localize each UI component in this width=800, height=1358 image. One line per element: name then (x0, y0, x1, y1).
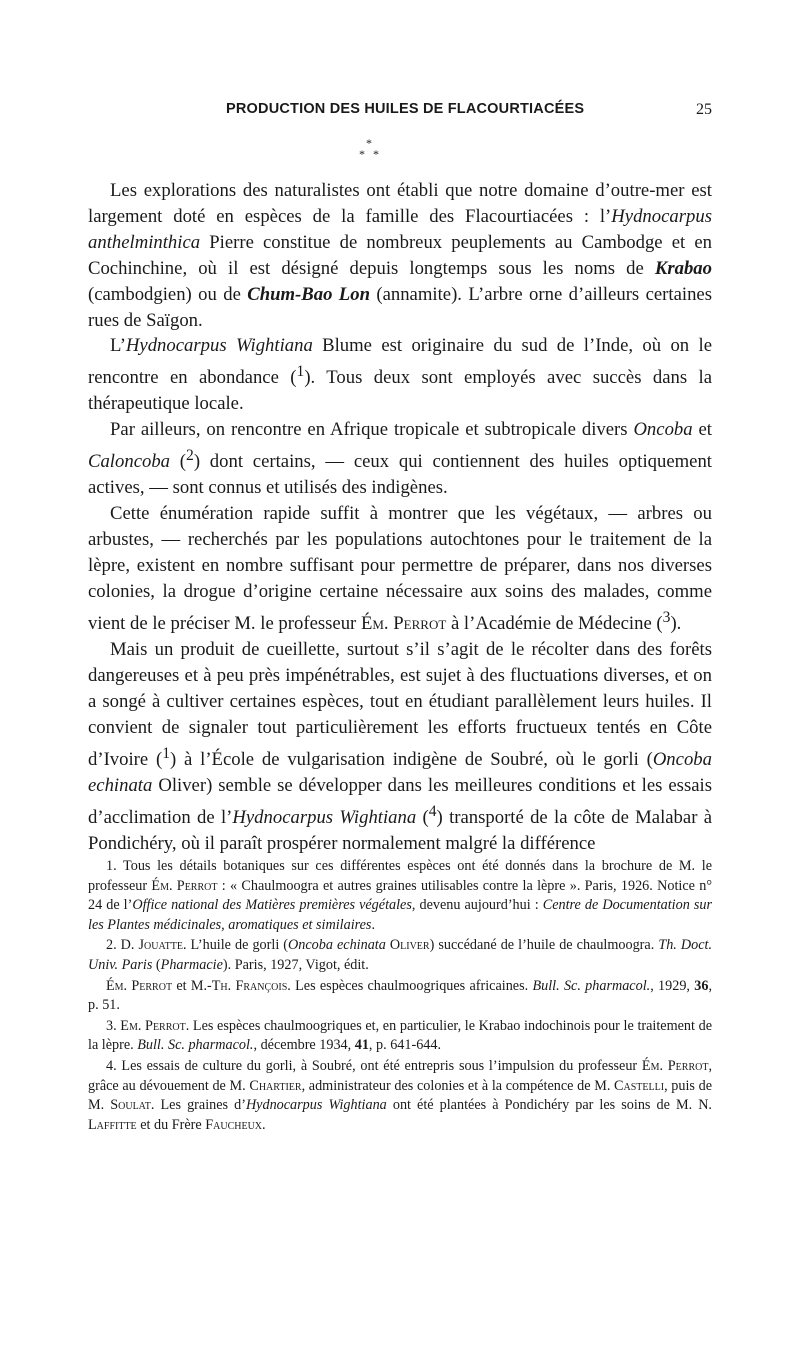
text-run: . Les graines d’ (150, 1097, 246, 1114)
text-run: ). Tous deux sont employés avec succès dans la thérapeutique locale. (88, 367, 713, 415)
author-name: Chartier (249, 1077, 302, 1094)
page-number: 25 (696, 101, 712, 118)
text-run: ). Paris, 1927, Vigot, édit. (222, 956, 369, 973)
species-name: Oncoba echinata (288, 937, 386, 954)
species-name: Oncoba echinata (88, 748, 712, 796)
footnote-ref: 1 (296, 363, 305, 381)
author-name: Soulat (110, 1097, 151, 1114)
publication-title: Office national des Matières premières végétales (132, 897, 412, 914)
author-name: Laffitte (88, 1116, 137, 1133)
volume-number: 41 (354, 1037, 369, 1054)
author-name: Faucheux (205, 1116, 263, 1133)
text-run: ) dont certains, — ceux qui contiennent des huiles optiquement actives, — sont connus et utilisés des indigènes. (88, 451, 712, 499)
author-name: Jouatte (138, 937, 183, 954)
text-run: Blume est originaire du sud de l’Inde, où on le rencontre en abondance ( (88, 335, 712, 389)
journal-title: Bull. Sc. pharmacol. (532, 977, 651, 994)
text-run: , devenu aujourd’hui : (411, 897, 543, 914)
text-run: . Les espèces chaulmoogriques africaines. (287, 977, 533, 994)
text-run: 2. D. (106, 937, 139, 954)
footnote (88, 977, 712, 1016)
author-name: Castelli (614, 1077, 665, 1094)
author-name: Ém. Perrot (106, 977, 173, 994)
text-run: L’ (110, 335, 126, 357)
genus-name: Caloncoba (88, 451, 171, 473)
genus-name: Oncoba (633, 419, 693, 441)
volume-number: 36 (694, 977, 709, 994)
footnote-ref: 2 (186, 447, 194, 465)
footnote (88, 1057, 712, 1135)
text-run: et M.- (172, 977, 212, 994)
text-run: Mais un produit de cueillette, surtout s’il s’agit de le récolter dans des forêts dangereuses et à peu près impénétrables, est sujet à des fluctuations diverses, et on a songé à cultiver certaines espèces, tout en étudiant parallèlement leurs huiles. Il convient de signaler tout particulièrement les efforts fructueux tentés en Côte d’Ivoire ( (88, 639, 712, 770)
text-run: Oliver) semble se développer dans les meilleures conditions et les essais d’acclimation de l’ (88, 774, 712, 829)
footnote-ref: 1 (162, 744, 171, 762)
text-run: , grâce au dévouement de M. (88, 1057, 712, 1094)
text-run: ( (152, 956, 161, 973)
text-run: . Les espèces chaulmoogriques et, en particulier, le Krabao indochinois pour le traitement de la lèpre. (88, 1017, 712, 1054)
author-name: Ém. Perrot (151, 877, 218, 894)
text-run: , décembre 1934, (253, 1037, 355, 1054)
author-name: Em. Perrot (120, 1017, 186, 1034)
paragraph (88, 501, 712, 637)
text-run: ) à l’École de vulgarisation indigène de Soubré, où le gorli ( (170, 748, 653, 770)
publication-title: Centre de Documentation sur les Plantes médicinales, aromatiques et similaires (88, 897, 712, 933)
text-run: Les explorations des naturalistes ont établi que notre domaine d’outre-mer est largement doté en espèces de la famille des Flacourtiacées : l’ (88, 180, 712, 227)
footnote-ref: 3 (662, 608, 671, 626)
footnote (88, 1017, 712, 1056)
species-name: Hydnocarpus anthelminthica (88, 205, 712, 253)
vernacular-name: Krabao (654, 257, 712, 279)
publication-title: Pharmacie (160, 956, 223, 973)
text-run: ( (416, 807, 429, 829)
asterism-star: * (373, 147, 379, 161)
text-run: 1. Tous les détails botaniques sur ces différentes espèces ont été donnés dans la brochure de M. le professeur (88, 858, 712, 894)
text-run: ) transporté de la côte de Malabar à Pondichéry, où il paraît prospérer normalement malgré la différence (88, 807, 713, 854)
vernacular-name: Chum-Bao Lon (247, 283, 370, 305)
journal-title: Bull. Sc. pharmacol. (137, 1037, 254, 1054)
footnote (88, 936, 712, 975)
running-head (88, 101, 712, 125)
species-name: Hydnocarpus Wightiana (125, 335, 313, 357)
text-run: 3. (106, 1017, 121, 1034)
species-name: Hydnocarpus Wightiana (245, 1097, 387, 1114)
footnote-ref: 4 (428, 802, 437, 820)
publication-title: Th. Doct. Univ. Paris (88, 937, 713, 973)
text-run: , 1929, (650, 977, 695, 994)
text-run: . (371, 916, 375, 933)
text-run: , p. 641-644. (368, 1037, 442, 1054)
asterism-star: * (359, 147, 365, 161)
author-name: Th. François (211, 977, 288, 994)
text-run: ) succédané de l’huile de chaulmoogra. (429, 937, 659, 954)
text-run: 4. Les essais de culture du gorli, à Soubré, ont été entrepris sous l’impulsion du professeur (106, 1057, 642, 1074)
text-run: , p. 51. (88, 977, 712, 1014)
text-run: Pierre constitue de nombreux peuplements au Cambodge et en Cochinchine, où il est désigné depuis longtemps sous les noms de (88, 231, 712, 279)
asterism-ornament (350, 136, 390, 166)
paragraph (88, 333, 712, 417)
main-text (88, 178, 712, 857)
author-name: Ém. Perrot (360, 613, 447, 635)
text-run: . L’huile de gorli ( (182, 937, 289, 954)
species-name: Hydnocarpus Wightiana (232, 807, 417, 829)
paragraph (88, 178, 712, 333)
asterism-star: * (366, 136, 372, 150)
paragraph (88, 637, 712, 857)
author-name: Ém. Perrot (641, 1057, 709, 1074)
paragraph (88, 417, 712, 501)
text-run: ont été plantées à Pondichéry par les soins de M. N. (386, 1097, 712, 1114)
text-run: : « Chaulmoogra et autres graines utilisables contre la lèpre ». Paris, 1926. Notice n° 24 de l’ (88, 877, 712, 914)
text-run: (annamite). L’arbre orne d’ailleurs certaines rues de Saïgon. (88, 283, 712, 331)
text-run: ). (670, 613, 682, 635)
text-run: (cambodgien) ou de (88, 283, 248, 305)
text-run: à l’Académie de Médecine ( (446, 613, 663, 635)
text-run: ( (170, 451, 187, 473)
text-run: . (262, 1116, 266, 1133)
author-name: Oliver (389, 937, 430, 954)
text-run: Par ailleurs, on rencontre en Afrique tropicale et subtropicale divers (110, 419, 634, 441)
text-run: , administrateur des colonies et à la compétence de M. (301, 1077, 615, 1094)
running-title: PRODUCTION DES HUILES DE FLACOURTIACÉES (226, 101, 585, 117)
text-run: et du Frère (136, 1116, 206, 1133)
text-run: Cette énumération rapide suffit à montrer que les végétaux, — arbres ou arbustes, — recherchés par les populations autochtones pour le traitement de la lèpre, existent en nombre suffisant pour permettre de préparer, dans nos diverses colonies, la drogue d’origine certaine nécessaire aux soins des malades, comme vient de le préciser M. le professeur (88, 503, 712, 635)
text-run: et (692, 419, 712, 441)
text-run: , puis de M. (88, 1077, 712, 1114)
footnotes (88, 857, 712, 1135)
footnote (88, 857, 712, 935)
